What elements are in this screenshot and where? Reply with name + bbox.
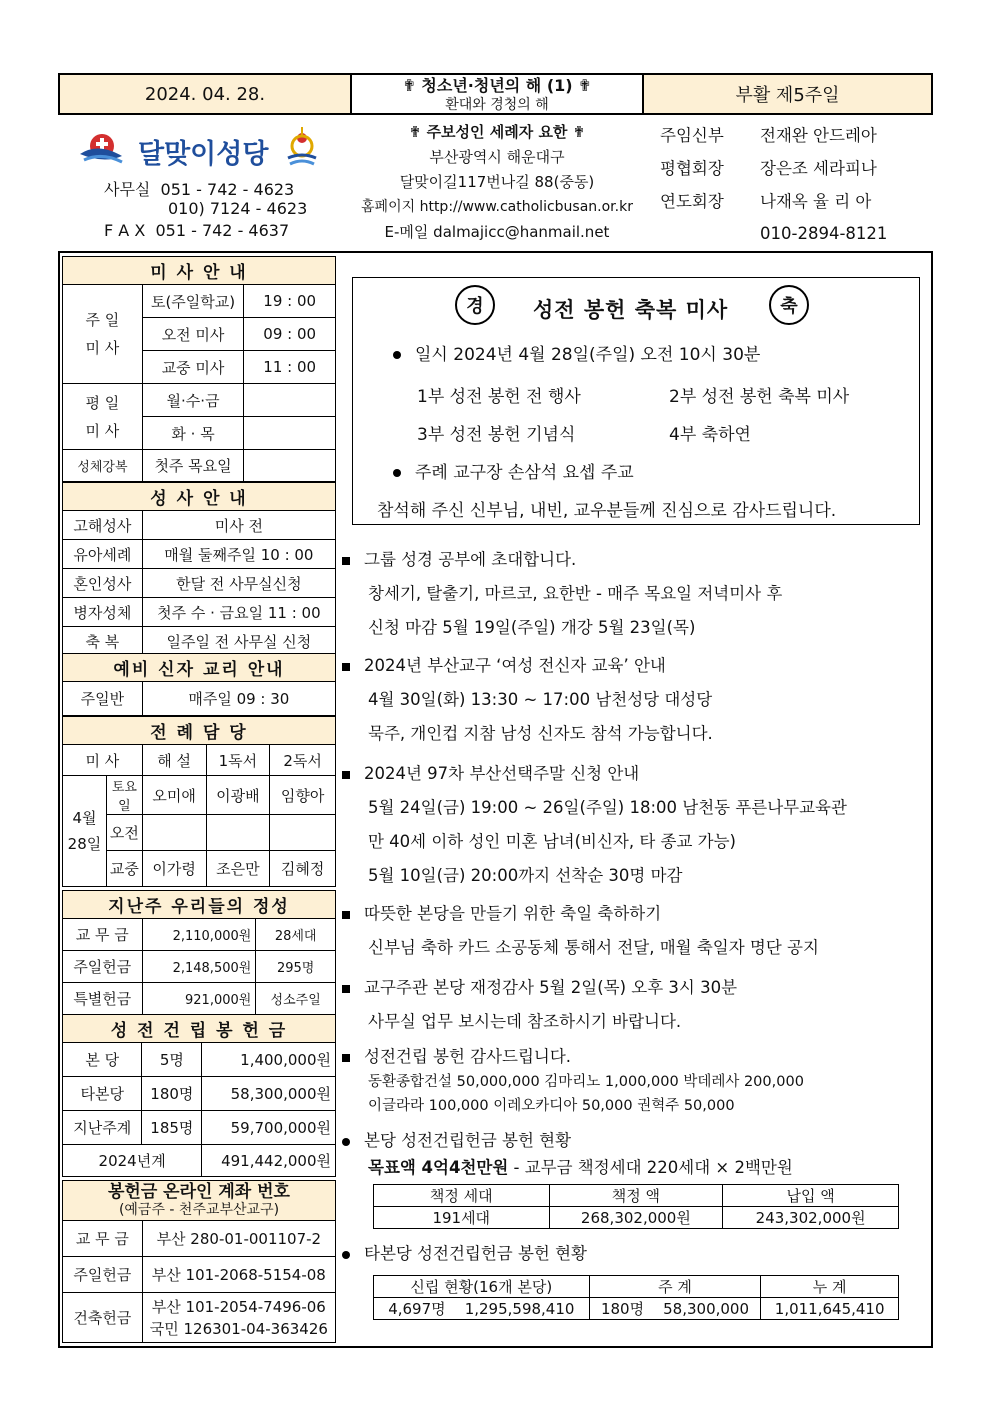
offering-note: 28세대 [256, 919, 336, 951]
event-title: 성전 봉헌 축복 미사 [533, 298, 729, 322]
offering-note: 295명 [256, 951, 336, 983]
catechism-label: 주일반 [63, 682, 143, 716]
notices-block-7 [342, 1124, 932, 1182]
offering-table [62, 890, 336, 1015]
event-part3: 3부 성전 봉헌 기념식 [417, 425, 576, 445]
offering-title: 지난주 우리들의 정성 [63, 891, 336, 919]
offering-label: 주일헌금 [63, 951, 143, 983]
event-presider: 주례 교구장 손삼석 요셉 주교 [393, 458, 634, 483]
notices-block-1 [342, 543, 932, 645]
notices-block-6 [342, 1040, 932, 1118]
offering-label: 특별헌금 [63, 983, 143, 1015]
building-count: 5명 [142, 1043, 202, 1077]
address-line2: 달맞이길117번나길 88(중동) [399, 173, 595, 191]
mass-time: 11 : 00 [244, 351, 336, 384]
staff-row: 평협회장 장은조 세라피나 [660, 159, 877, 178]
donor-line: 이글라라 100,000 이레오카디아 50,000 권혁주 50,000 [368, 1098, 735, 1114]
mass-title: 미 사 안 내 [63, 257, 336, 285]
liturgical-sunday: 부활 제5주일 [735, 85, 840, 106]
sacrament-value: 매월 둘째주일 10 : 00 [142, 540, 335, 569]
patron-saint: ✟ 주보성인 세례자 요한 ✟ [408, 123, 586, 141]
liturgy-cell: 오미애 [142, 776, 206, 815]
event-part2: 2부 성전 봉헌 축복 미사 [669, 387, 850, 407]
mass-name: 토(주일학교) [142, 285, 244, 318]
sacrament-table [62, 482, 336, 656]
offering-note: 성소주일 [256, 983, 336, 1015]
year-total-amount: 491,442,000원 [202, 1145, 336, 1177]
offering-amount: 921,000원 [142, 983, 256, 1015]
notice-title: 본당 성전건립헌금 봉헌 현황 [342, 1124, 932, 1158]
staff-phone: 010-2894-8121 [760, 224, 888, 243]
target-line: 목표액 4억4천만원 - 교무금 책정세대 220세대 × 2백만원 [368, 1158, 793, 1177]
catechism-value: 매주일 09 : 30 [142, 682, 335, 716]
account-subtitle: (예금주 - 천주교부산교구) [118, 1201, 280, 1218]
liturgy-title: 전 례 담 당 [63, 717, 336, 745]
theme-subtitle: 환대와 경청의 해 [445, 97, 549, 113]
adoration-label: 성체강복 [63, 450, 143, 482]
notice-line: 만 40세 이하 성인 미혼 남녀(비신자, 타 종교 가능) [368, 832, 736, 851]
liturgy-header: 1독서 [206, 745, 270, 776]
account-label: 교 무 금 [63, 1221, 143, 1257]
sacrament-value: 첫주 수 · 금요일 11 : 00 [142, 598, 335, 627]
staff-list [660, 122, 930, 221]
account-table [62, 1180, 336, 1343]
header-theme-box [352, 73, 642, 115]
sunday-mass-label: 주 일 미 사 [63, 285, 143, 384]
building-label: 본 당 [63, 1043, 142, 1077]
notice-title: 2024년 97차 부산선택주말 신청 안내 [342, 757, 932, 791]
notices-block-2 [342, 649, 932, 751]
liturgy-cell: 임향아 [270, 776, 336, 815]
homepage-link[interactable]: 홈페이지 http://www.catholicbusan.or.kr [361, 199, 633, 215]
staff-row: 연도회장 나재옥 율 리 아 [660, 192, 872, 211]
sacrament-title: 성 사 안 내 [63, 483, 336, 511]
sacrament-value: 한달 전 사무실신청 [142, 569, 335, 598]
building-amount: 1,400,000원 [202, 1043, 336, 1077]
mass-time [244, 384, 336, 417]
event-thanks: 참석해 주신 신부님, 내빈, 교우분들께 진심으로 감사드립니다. [377, 501, 837, 521]
mass-time: 09 : 00 [244, 318, 336, 351]
office-phone: 사무실 051 - 742 - 4623 [104, 180, 295, 199]
liturgy-mass: 교중 [106, 851, 142, 887]
sacrament-label: 축 복 [63, 627, 143, 656]
account-title: 봉헌금 온라인 계좌 번호 [108, 1181, 290, 1202]
fund-header: 누 계 [761, 1276, 899, 1298]
catechism-title: 예비 신자 교리 안내 [63, 654, 336, 682]
office-phone2: 010) 7124 - 4623 [168, 199, 308, 218]
event-box [352, 277, 920, 525]
building-label: 타본당 [63, 1077, 142, 1111]
building-title: 성 전 건 립 봉 헌 금 [63, 1015, 336, 1043]
building-amount: 58,300,000원 [202, 1077, 336, 1111]
fund-header: 책정 세대 [374, 1185, 550, 1207]
donor-line: 동환종합건설 50,000,000 김마리노 1,000,000 박데레사 200,000 [368, 1074, 804, 1090]
fund-value: 180명 58,300,000 [589, 1298, 761, 1320]
mass-name: 월·수·금 [142, 384, 244, 417]
account-title-cell [63, 1181, 336, 1221]
notices-block-4 [342, 897, 932, 965]
building-amount: 59,700,000원 [202, 1111, 336, 1145]
fund-value: 268,302,000원 [549, 1207, 723, 1229]
mass-name: 오전 미사 [142, 318, 244, 351]
account-number: 부산 101-2054-7496-06 [151, 1297, 326, 1316]
liturgy-date: 4월 28일 [63, 776, 107, 887]
liturgy-cell [142, 815, 206, 851]
sacrament-label: 고해성사 [63, 511, 143, 540]
fund-value: 4,697명 1,295,598,410 [374, 1298, 590, 1320]
liturgy-cell: 김혜정 [270, 851, 336, 887]
sacrament-label: 유아세례 [63, 540, 143, 569]
email-link[interactable]: E-메일 dalmajicc@hanmail.net [384, 223, 610, 241]
account-label: 주일헌금 [63, 1257, 143, 1293]
notice-title: 따뜻한 본당을 만들기 위한 축일 축하하기 [342, 897, 932, 931]
liturgy-table [62, 716, 336, 887]
header-sunday-box [642, 73, 933, 115]
notice-title: 교구주관 본당 재정감사 5월 2일(목) 오후 3시 30분 [342, 971, 932, 1005]
issue-date: 2024. 04. 28. [144, 83, 266, 105]
theme-title: ✟ 청소년·청년의 해 (1) ✟ [402, 76, 592, 95]
liturgy-header: 미 사 [63, 745, 143, 776]
mass-time: 19 : 00 [244, 285, 336, 318]
notice-title: 타본당 성전건립헌금 봉헌 현황 [342, 1237, 932, 1271]
mass-name: 교중 미사 [142, 351, 244, 384]
notices-block-8 [342, 1237, 932, 1271]
building-account-cell [142, 1293, 335, 1343]
mass-name: 화 · 목 [142, 417, 244, 450]
building-count: 185명 [142, 1111, 202, 1145]
seal-left-icon: 경 [455, 285, 495, 325]
notices-block-5 [342, 971, 932, 1039]
event-part4: 4부 축하연 [669, 425, 751, 445]
catechism-table [62, 653, 336, 716]
parish-logo [78, 124, 328, 170]
sacrament-value: 일주일 전 사무실 신청 [142, 627, 335, 656]
sacrament-value: 미사 전 [142, 511, 335, 540]
notices-block-3 [342, 757, 932, 893]
fund-value: 1,011,645,410 [761, 1298, 899, 1320]
fund-value: 191세대 [374, 1207, 550, 1229]
event-part1: 1부 성전 봉헌 전 행사 [417, 387, 581, 407]
notice-line: 신청 마감 5월 19일(주일) 개강 5월 23일(목) [368, 618, 696, 637]
sacrament-label: 병자성체 [63, 598, 143, 627]
liturgy-mass: 토요일 [106, 776, 142, 815]
liturgy-header: 해 설 [142, 745, 206, 776]
notice-title: 그룹 성경 공부에 초대합니다. [342, 543, 932, 577]
notice-line: 4월 30일(화) 13:30 ~ 17:00 남천성당 대성당 [368, 690, 713, 709]
building-fund-table [62, 1014, 336, 1177]
notice-line: 묵주, 개인컵 지참 남성 신자도 참석 가능합니다. [368, 724, 713, 743]
notice-line: 5월 10일(금) 20:00까지 선착순 30명 마감 [368, 866, 683, 885]
account-number: 부산 101-2068-5154-08 [142, 1257, 335, 1293]
notice-line: 창세기, 탈출기, 마르코, 요한반 - 매주 목요일 저녁미사 후 [368, 584, 783, 603]
account-number: 부산 280-01-001107-2 [142, 1221, 335, 1257]
address-line1: 부산광역시 해운대구 [429, 148, 565, 166]
offering-label: 교 무 금 [63, 919, 143, 951]
event-date: 일시 2024년 4월 28일(주일) 오전 10시 30분 [393, 340, 760, 365]
building-account-label: 건축헌금 [63, 1293, 143, 1343]
fund-header: 책정 액 [549, 1185, 723, 1207]
liturgy-cell [270, 815, 336, 851]
notice-title: 2024년 부산교구 ‘여성 전신자 교육’ 안내 [342, 649, 932, 683]
liturgy-cell: 조은만 [206, 851, 270, 887]
adoration-value: 첫주 목요일 [142, 450, 244, 482]
year-total-label: 2024년계 [63, 1145, 202, 1177]
fund-header: 주 계 [589, 1276, 761, 1298]
notice-line: 5월 24일(금) 19:00 ~ 26일(주일) 18:00 남천동 푸른나무교육관 [368, 798, 847, 817]
seal-right-icon: 축 [769, 285, 809, 325]
fund-header: 납입 액 [723, 1185, 899, 1207]
offering-amount: 2,148,500원 [142, 951, 256, 983]
notice-title: 성전건립 봉헌 감사드립니다. [342, 1040, 932, 1074]
fund-header: 신립 현황(16개 본당) [374, 1276, 590, 1298]
liturgy-cell [206, 815, 270, 851]
mass-schedule-table [62, 256, 336, 482]
fund-value: 243,302,000원 [723, 1207, 899, 1229]
building-label: 지난주계 [63, 1111, 142, 1145]
liturgy-cell: 이가령 [142, 851, 206, 887]
weekday-mass-label: 평 일 미 사 [63, 384, 143, 450]
account-number: 국민 126301-04-363426 [149, 1319, 328, 1338]
parish-name: 달맞이성당 [138, 139, 269, 170]
header-date-box [58, 73, 352, 115]
liturgy-cell: 이광배 [206, 776, 270, 815]
sacrament-label: 혼인성사 [63, 569, 143, 598]
parish-fund-table [373, 1184, 899, 1229]
liturgy-mass: 오전 [106, 815, 142, 851]
notice-line: 신부님 축하 카드 소공동체 통해서 전달, 매월 축일자 명단 공지 [368, 938, 819, 957]
mass-time [244, 417, 336, 450]
building-count: 180명 [142, 1077, 202, 1111]
liturgy-header: 2독서 [270, 745, 336, 776]
parish-info [352, 121, 642, 246]
staff-row: 주임신부 전재완 안드레아 [660, 126, 877, 145]
notice-line: 사무실 업무 보시는데 참조하시기 바랍니다. [368, 1012, 682, 1031]
other-parish-fund-table [373, 1275, 899, 1320]
offering-amount: 2,110,000원 [142, 919, 256, 951]
fax-number: F A X 051 - 742 - 4637 [104, 221, 290, 240]
